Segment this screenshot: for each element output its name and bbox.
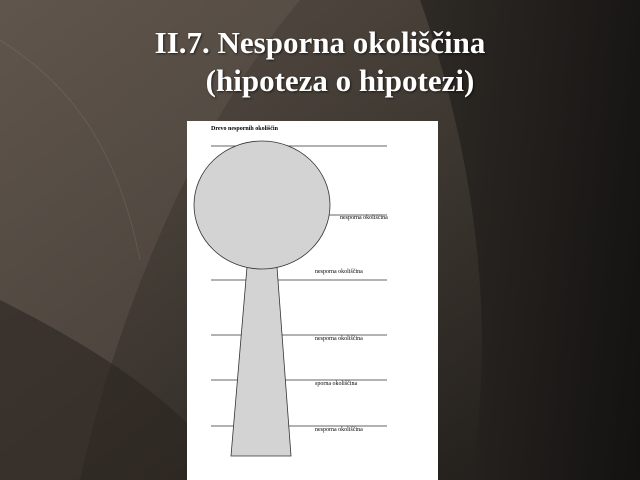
slide-title	[0, 24, 640, 100]
label-nesporna-1: nesporna okoliščina	[340, 215, 388, 221]
label-nesporna-2: nesporna okoliščina	[315, 269, 363, 275]
tree-crown	[194, 141, 330, 269]
tree-trunk	[231, 267, 291, 456]
label-sporna: sporna okoliščina	[315, 381, 358, 387]
tree-diagram	[187, 121, 438, 480]
document-page	[187, 121, 438, 480]
document-title: Drevo nespornih okoliščin	[211, 126, 278, 132]
slide-title-line1: II.7. Nesporna okoliščina	[154, 25, 486, 60]
label-nesporna-3: nesporna okoliščina	[315, 336, 363, 342]
label-nesporna-4: nesporna okoliščina	[315, 427, 363, 433]
slide-title-line2: (hipoteza o hipotezi)	[205, 63, 475, 98]
